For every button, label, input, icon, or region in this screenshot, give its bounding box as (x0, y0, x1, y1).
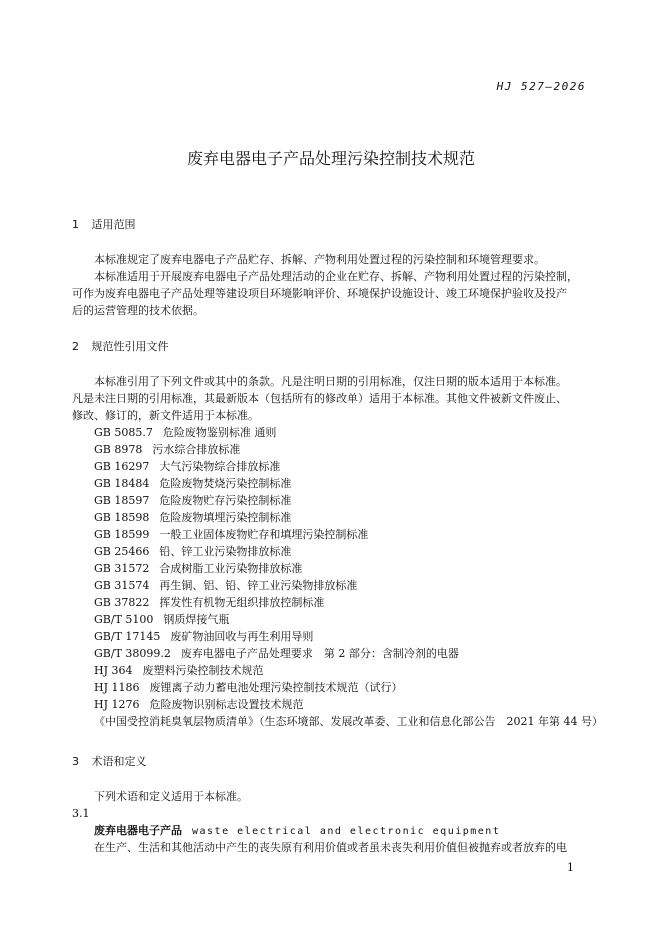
page-number: 1 (567, 861, 574, 874)
reference-title: 废锂离子动力蓄电池处理污染控制技术规范（试行） (149, 681, 403, 694)
reference-title: 危险废物识别标志设置技术规范 (149, 698, 304, 711)
reference-item (94, 543, 291, 559)
standard-number: HJ 527—2026 (496, 80, 586, 93)
reference-title: 一般工业固体废物贮存和填埋污染控制标准 (159, 528, 369, 541)
reference-item (94, 594, 324, 610)
reference-code: GB 37822 (94, 596, 150, 609)
reference-item (94, 424, 276, 440)
paragraph-line: 后的运营管理的技术依据。 (72, 304, 204, 317)
term-name-zh: 废弃电器电子产品 (94, 824, 182, 837)
reference-code: GB 16297 (94, 460, 150, 473)
reference-item (94, 458, 280, 474)
reference-code: HJ 1186 (94, 681, 140, 694)
section-number: 2 (72, 340, 79, 353)
reference-code: GB 31572 (94, 562, 150, 575)
reference-title: 合成树脂工业污染物排放标准 (159, 562, 303, 575)
reference-code: HJ 1276 (94, 698, 140, 711)
reference-title: 再生铜、铝、铅、锌工业污染物排放标准 (159, 579, 358, 592)
reference-code: GB 8978 (94, 443, 143, 456)
reference-item (94, 696, 304, 712)
reference-title: 危险废物焚烧污染控制标准 (159, 477, 292, 490)
section-2-heading (72, 338, 169, 354)
reference-title: 大气污染物综合排放标准 (159, 460, 281, 473)
reference-code: GB 18598 (94, 511, 150, 524)
paragraph: 本标准规定了废弃电器电子产品贮存、拆解、产物利用处置过程的污染控制和环境管理要求。 (94, 253, 545, 266)
term-number: 3.1 (72, 807, 90, 820)
reference-title: 危险废物贮存污染控制标准 (159, 494, 292, 507)
term-name-en: waste electrical and electronic equipment (192, 826, 501, 837)
reference-item (94, 662, 264, 678)
reference-title: 污水综合排放标准 (152, 443, 241, 456)
reference-item (94, 526, 368, 542)
reference-title: 废塑料污染控制技术规范 (142, 664, 264, 677)
reference-item (94, 645, 459, 661)
reference-code: GB/T 5100 (94, 613, 154, 626)
reference-title: 废弃电器电子产品处理要求 第 2 部分：含制冷剂的电器 (180, 647, 459, 660)
reference-item (94, 577, 357, 593)
reference-item (94, 713, 603, 729)
reference-item (94, 475, 291, 491)
reference-code: GB 5085.7 (94, 426, 153, 439)
reference-item (94, 492, 291, 508)
reference-item (94, 679, 403, 695)
section-1-heading (72, 216, 136, 232)
section-number: 3 (72, 755, 79, 768)
reference-item (94, 611, 229, 627)
paragraph-line: 修改、修订的，新文件适用于本标准。 (72, 409, 259, 422)
section-number: 1 (72, 218, 79, 231)
reference-code: GB 18597 (94, 494, 150, 507)
paragraph: 下列术语和定义适用于本标准。 (94, 790, 248, 803)
section-title: 规范性引用文件 (91, 340, 169, 353)
reference-code: GB/T 38099.2 (94, 647, 171, 660)
reference-item (94, 560, 302, 576)
reference-code: GB/T 17145 (94, 630, 161, 643)
reference-title: 危险废物鉴别标准 通则 (162, 426, 277, 439)
section-title: 适用范围 (91, 218, 136, 231)
reference-item (94, 628, 313, 644)
section-3-heading (72, 753, 147, 769)
reference-title: 铅、锌工业污染物排放标准 (159, 545, 292, 558)
reference-title: 废矿物油回收与再生利用导则 (170, 630, 314, 643)
paragraph-line: 凡是未注日期的引用标准，其最新版本（包括所有的修改单）适用于本标准。其他文件被新文件废止、 (72, 392, 567, 405)
reference-title: 挥发性有机物无组织排放控制标准 (159, 596, 325, 609)
reference-code: GB 25466 (94, 545, 150, 558)
term-definition: 在生产、生活和其他活动中产生的丧失原有利用价值或者虽未丧失利用价值但被抛弃或者放弃的电 (94, 841, 567, 854)
reference-code: GB 18484 (94, 477, 150, 490)
paragraph-line: 本标准引用了下列文件或其中的条款。凡是注明日期的引用标准，仅注日期的版本适用于本标准。 (94, 375, 567, 388)
reference-item (94, 509, 291, 525)
reference-code: GB 18599 (94, 528, 150, 541)
reference-item (94, 441, 240, 457)
paragraph-line: 可作为废弃电器电子产品处理等建设项目环境影响评价、环境保护设施设计、竣工环境保护验收及投产 (72, 287, 567, 300)
reference-code: GB 31574 (94, 579, 150, 592)
section-title: 术语和定义 (91, 755, 147, 768)
term-heading (94, 822, 500, 838)
reference-code: HJ 364 (94, 664, 133, 677)
reference-title: 危险废物填埋污染控制标准 (159, 511, 292, 524)
reference-title: 《中国受控消耗臭氧层物质清单》（生态环境部、发展改革委、工业和信息化部公告 2021 年第 44 号） (94, 715, 603, 728)
page-title: 废弃电器电子产品处理污染控制技术规范 (186, 149, 475, 168)
paragraph-line: 本标准适用于开展废弃电器电子产品处理活动的企业在贮存、拆解、产物利用处置过程的污染控制， (94, 270, 578, 283)
reference-title: 钢质焊接气瓶 (163, 613, 230, 626)
